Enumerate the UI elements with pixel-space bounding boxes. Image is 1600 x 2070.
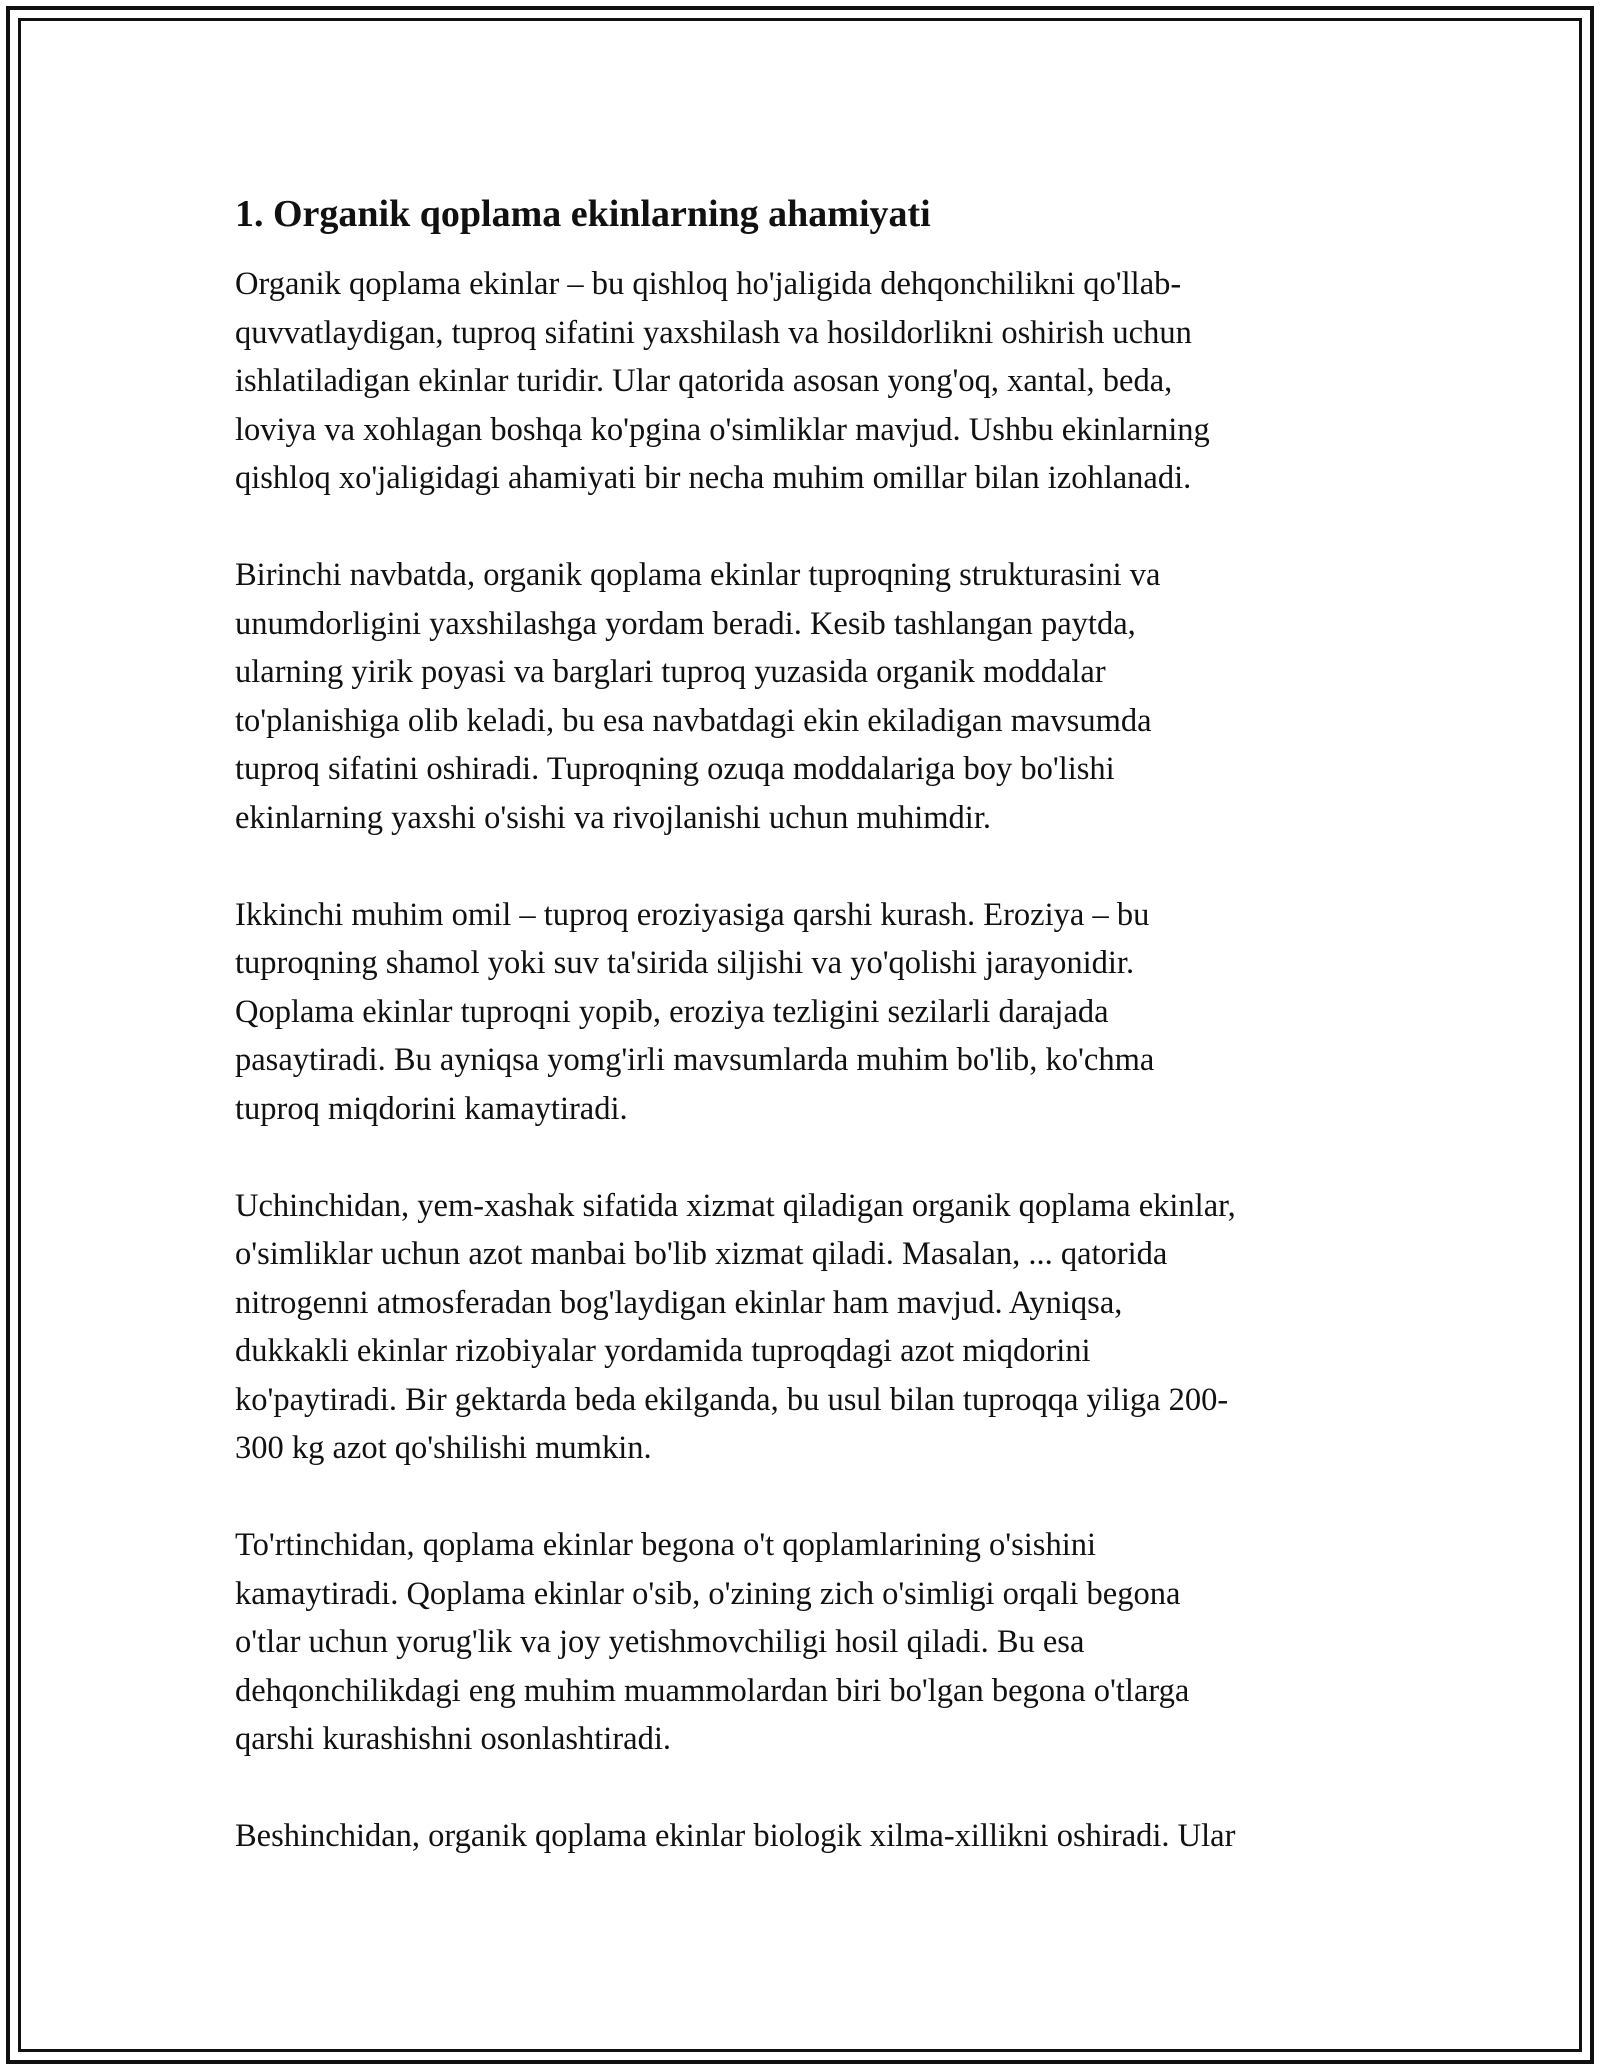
text-line: kamaytiradi. Qoplama ekinlar o'sib, o'zining zich o'simligi orqali begona [235, 1575, 1181, 1612]
text-line: to'planishiga olib keladi, bu esa navbatdagi ekin ekiladigan mavsumda [235, 702, 1152, 739]
text-line: qarshi kurashishni osonlashtiradi. [235, 1721, 671, 1757]
text-line: ularning yirik poyasi va barglari tuproq yuzasida organik moddalar [235, 654, 1106, 690]
text-line: Qoplama ekinlar tuproqni yopib, eroziya tezligini sezilarli darajada [235, 993, 1109, 1030]
text-line: Ikkinchi muhim omil – tuproq eroziyasiga qarshi kurash. Eroziya – bu [235, 896, 1150, 933]
text-line: dehqonchilikdagi eng muhim muammolardan biri bo'lgan begona o'tlarga [235, 1672, 1190, 1709]
text-line: nitrogenni atmosferadan bog'laydigan ekinlar ham mavjud. Ayniqsa, [235, 1284, 1123, 1321]
paragraph-1 [235, 260, 1385, 503]
paragraph-3 [235, 891, 1385, 1134]
document-body [235, 190, 1385, 1909]
paragraph-4 [235, 1182, 1385, 1473]
paragraph-5 [235, 1521, 1385, 1764]
text-line: qishloq xo'jaligidagi ahamiyati bir necha muhim omillar bilan izohlanadi. [235, 460, 1192, 496]
text-line: To'rtinchidan, qoplama ekinlar begona o't qoplamlarining o'sishini [235, 1527, 1097, 1563]
text-line: o'simliklar uchun azot manbai bo'lib xizmat qiladi. Masalan, ... qatorida [235, 1236, 1168, 1272]
text-line: unumdorligini yaxshilashga yordam beradi. Kesib tashlangan paytda, [235, 605, 1136, 642]
text-line: Uchinchidan, yem-xashak sifatida xizmat qiladigan organik qoplama ekinlar, [235, 1187, 1236, 1224]
paragraph-6 [235, 1812, 1385, 1861]
text-line: tuproq sifatini oshiradi. Tuproqning ozuqa moddalariga boy bo'lishi [235, 751, 1115, 787]
text-line: tuproq miqdorini kamaytiradi. [235, 1090, 628, 1127]
text-line: tuproqning shamol yoki suv ta'sirida siljishi va yo'qolishi jarayonidir. [235, 945, 1135, 981]
text-line: ekinlarning yaxshi o'sishi va rivojlanishi uchun muhimdir. [235, 799, 991, 836]
text-line: Beshinchidan, organik qoplama ekinlar biologik xilma-xillikni oshiradi. Ular [235, 1818, 1236, 1854]
text-line: 300 kg azot qo'shilishi mumkin. [235, 1430, 652, 1466]
text-line: loviya va xohlagan boshqa ko'pgina o'simliklar mavjud. Ushbu ekinlarning [235, 411, 1210, 448]
text-line: ishlatiladigan ekinlar turidir. Ular qatorida asosan yong'oq, xantal, beda, [235, 363, 1173, 399]
text-line: Organik qoplama ekinlar – bu qishloq ho'jaligida dehqonchilikni qo'llab- [235, 266, 1182, 302]
text-line: Birinchi navbatda, organik qoplama ekinlar tuproqning strukturasini va [235, 557, 1161, 593]
paragraph-2 [235, 551, 1385, 842]
text-line: ko'paytiradi. Bir gektarda beda ekilganda, bu usul bilan tuproqqa yiliga 200- [235, 1381, 1229, 1418]
section-title: 1. Organik qoplama ekinlarning ahamiyati [235, 193, 931, 235]
text-line: pasaytiradi. Bu ayniqsa yomg'irli mavsumlarda muhim bo'lib, ko'chma [235, 1042, 1155, 1078]
text-line: o'tlar uchun yorug'lik va joy yetishmovchiligi hosil qiladi. Bu esa [235, 1624, 1085, 1660]
text-line: quvvatlaydigan, tuproq sifatini yaxshilash va hosildorlikni oshirish uchun [235, 314, 1192, 351]
text-line: dukkakli ekinlar rizobiyalar yordamida tuproqdagi azot miqdorini [235, 1333, 1091, 1369]
